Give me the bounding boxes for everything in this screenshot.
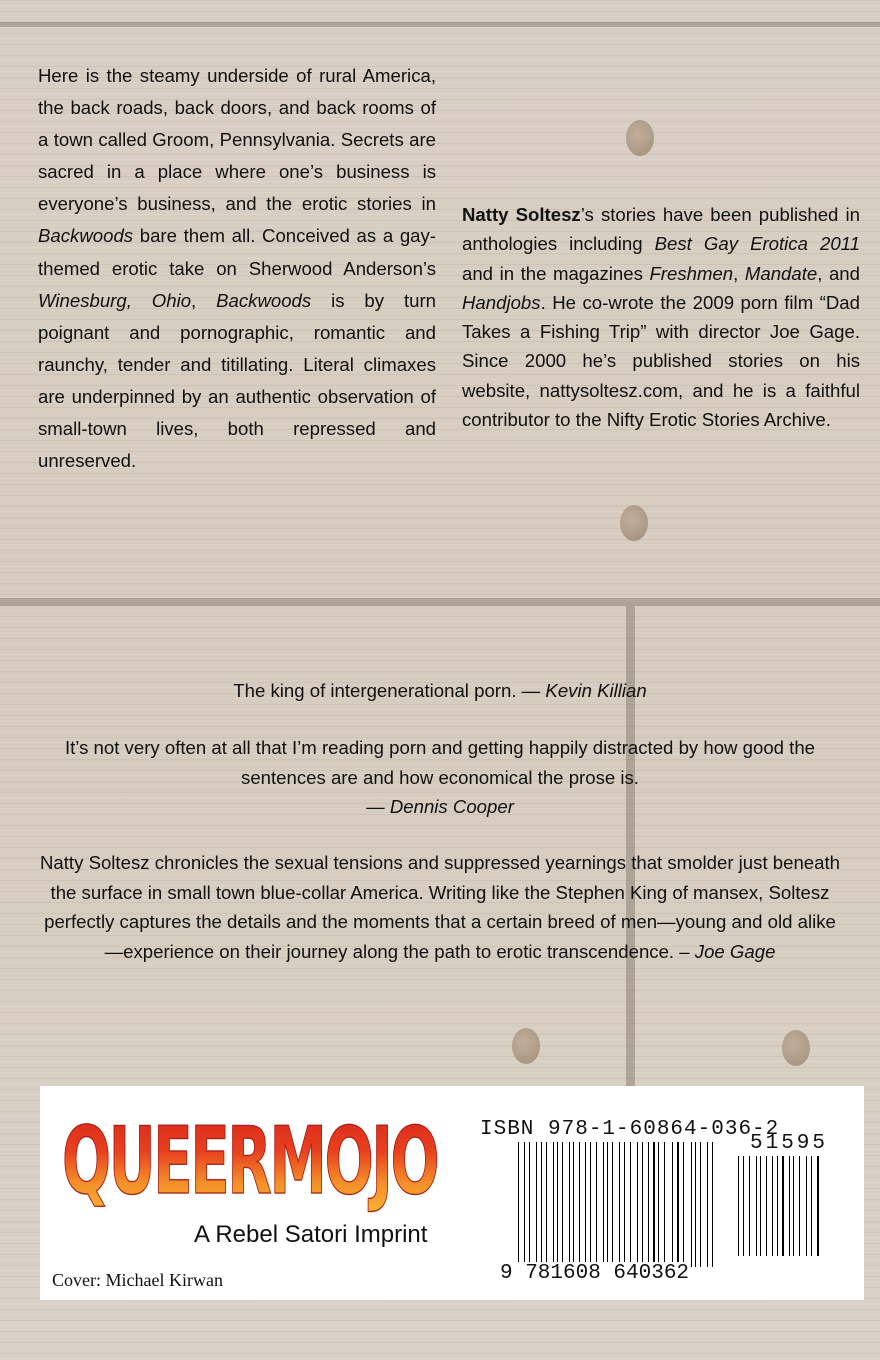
barcode-bar <box>615 1142 616 1267</box>
nail-head <box>620 505 648 541</box>
barcode-bar <box>527 1142 528 1267</box>
barcode-bar <box>760 1156 761 1256</box>
barcode-bar <box>677 1142 678 1267</box>
barcode-bar <box>808 1156 809 1256</box>
barcode-bar <box>624 1142 625 1267</box>
barcode-bar <box>553 1142 554 1267</box>
barcode-bar <box>682 1142 683 1267</box>
barcode-bar <box>529 1142 530 1267</box>
nail-head <box>626 120 654 156</box>
blurb: The king of intergenerational porn. — Kevin Killian <box>233 680 647 701</box>
barcode-bar <box>781 1156 782 1256</box>
price-code: 51595 <box>750 1132 829 1155</box>
barcode-bar <box>518 1142 519 1267</box>
barcode-bar <box>596 1142 597 1267</box>
blurb: It’s not very often at all that I’m reading porn and getting happily distracted by how good the sentences are and how economical the prose is. — Dennis Cooper <box>64 737 816 818</box>
barcode-bar <box>557 1142 558 1267</box>
cover-credit: Cover: Michael Kirwan <box>52 1270 223 1290</box>
barcode-bar <box>811 1156 812 1256</box>
barcode-bar <box>806 1156 807 1256</box>
imprint-label: A Rebel Satori Imprint <box>194 1221 428 1248</box>
barcode-bar <box>786 1156 787 1256</box>
barcode-bar <box>815 1156 816 1256</box>
publisher-panel <box>40 1086 864 1300</box>
barcode-bar <box>541 1142 542 1267</box>
barcode-bar <box>585 1142 586 1267</box>
barcode-bar <box>581 1142 582 1267</box>
barcode-bar <box>662 1142 663 1267</box>
barcode-bar <box>799 1156 800 1256</box>
barcode-bar <box>633 1142 634 1267</box>
barcode-bar <box>749 1156 750 1256</box>
barcode-bar <box>683 1142 684 1267</box>
barcode-bar <box>764 1156 765 1256</box>
barcode-bar <box>619 1142 620 1267</box>
nail-head <box>512 1028 540 1064</box>
barcode-bar <box>599 1142 600 1267</box>
ean-digits: 9 781608 640362 <box>500 1262 690 1285</box>
barcode-bar <box>612 1142 613 1267</box>
barcode-bar <box>538 1142 539 1267</box>
barcode-bar <box>747 1156 748 1256</box>
barcode-bar <box>738 1156 739 1256</box>
barcode-bar <box>630 1142 631 1267</box>
barcode-bar <box>621 1142 622 1267</box>
barcode-bar <box>709 1142 710 1267</box>
barcode-bar <box>672 1142 673 1267</box>
barcode-bar <box>576 1142 577 1267</box>
isbn-label: ISBN 978-1-60864-036-2 <box>480 1118 780 1141</box>
barcode-bar <box>594 1142 595 1267</box>
barcode-bar <box>817 1156 818 1256</box>
barcode-bar <box>700 1142 701 1267</box>
barcode-bar <box>703 1142 704 1267</box>
barcode-bar <box>698 1142 699 1267</box>
blurb: Natty Soltesz chronicles the sexual tensions and suppressed yearnings that smolder just beneath the surface in small town blue-collar America. Writing like the Stephen King of mansex, Soltesz perfectly captures the details and the moments that a certain breed of men—young and old alike—experience on their journey along the path to erotic transcendence. – Joe Gage <box>40 852 840 962</box>
barcode-bar <box>638 1142 639 1267</box>
barcode-bar <box>536 1142 537 1267</box>
barcode-bar <box>667 1142 668 1267</box>
barcode-bar <box>802 1156 803 1256</box>
barcode-bar <box>607 1142 608 1267</box>
author-bio: Natty Soltesz’s stories have been published in anthologies including Best Gay Erotica 2011 and in the magazines Freshmen, Mandate, and Handjobs. He co-wrote the 2009 porn film “Dad Takes a Fishing Trip” with director Joe Gage. Since 2000 he’s published stories on his website, nattysoltesz.com, and he is a faithful contributor to the Nifty Erotic Stories Archive. <box>462 204 860 431</box>
barcode-bar <box>752 1156 753 1256</box>
barcode-bar <box>740 1156 741 1256</box>
barcode-bar <box>653 1142 654 1267</box>
barcode-bar <box>686 1142 687 1267</box>
barcode-bars <box>518 1142 718 1267</box>
barcode-bar <box>782 1156 783 1256</box>
barcode-bar <box>565 1142 566 1267</box>
barcode-bar <box>768 1156 769 1256</box>
plank-seam <box>0 22 880 27</box>
barcode-bar <box>590 1142 591 1267</box>
plank-seam <box>0 598 880 606</box>
barcode-bar <box>548 1142 549 1267</box>
barcode-bar <box>743 1156 744 1256</box>
barcode-bar <box>712 1142 713 1267</box>
barcode-bar <box>637 1142 638 1267</box>
barcode-bar <box>772 1156 773 1256</box>
barcode-bar <box>674 1142 675 1267</box>
barcode-bar <box>664 1142 665 1267</box>
barcode-bar <box>520 1142 521 1267</box>
barcode-bar <box>774 1156 775 1256</box>
queermojo-logo: QUEERMOJO <box>62 1108 438 1216</box>
nail-head <box>782 1030 810 1066</box>
price-barcode-bars <box>738 1156 824 1256</box>
barcode-bar <box>646 1142 647 1267</box>
barcode-bar <box>642 1142 643 1267</box>
book-description: Here is the steamy underside of rural America, the back roads, back doors, and back rooms of a town called Groom, Pennsylvania. Secrets are sacred in a place where one’s business is everyone’s business, and the erotic stories in Backwoods bare them all. Conceived as a gay-themed erotic take on Sherwood Anderson’s Winesburg, Ohio, Backwoods is by turn poignant and pornographic, romantic and raunchy, tender and titillating. Literal climaxes are underpinned by an authentic observation of small-town lives, both repressed and unreserved. <box>38 65 436 472</box>
barcode-bar <box>797 1156 798 1256</box>
